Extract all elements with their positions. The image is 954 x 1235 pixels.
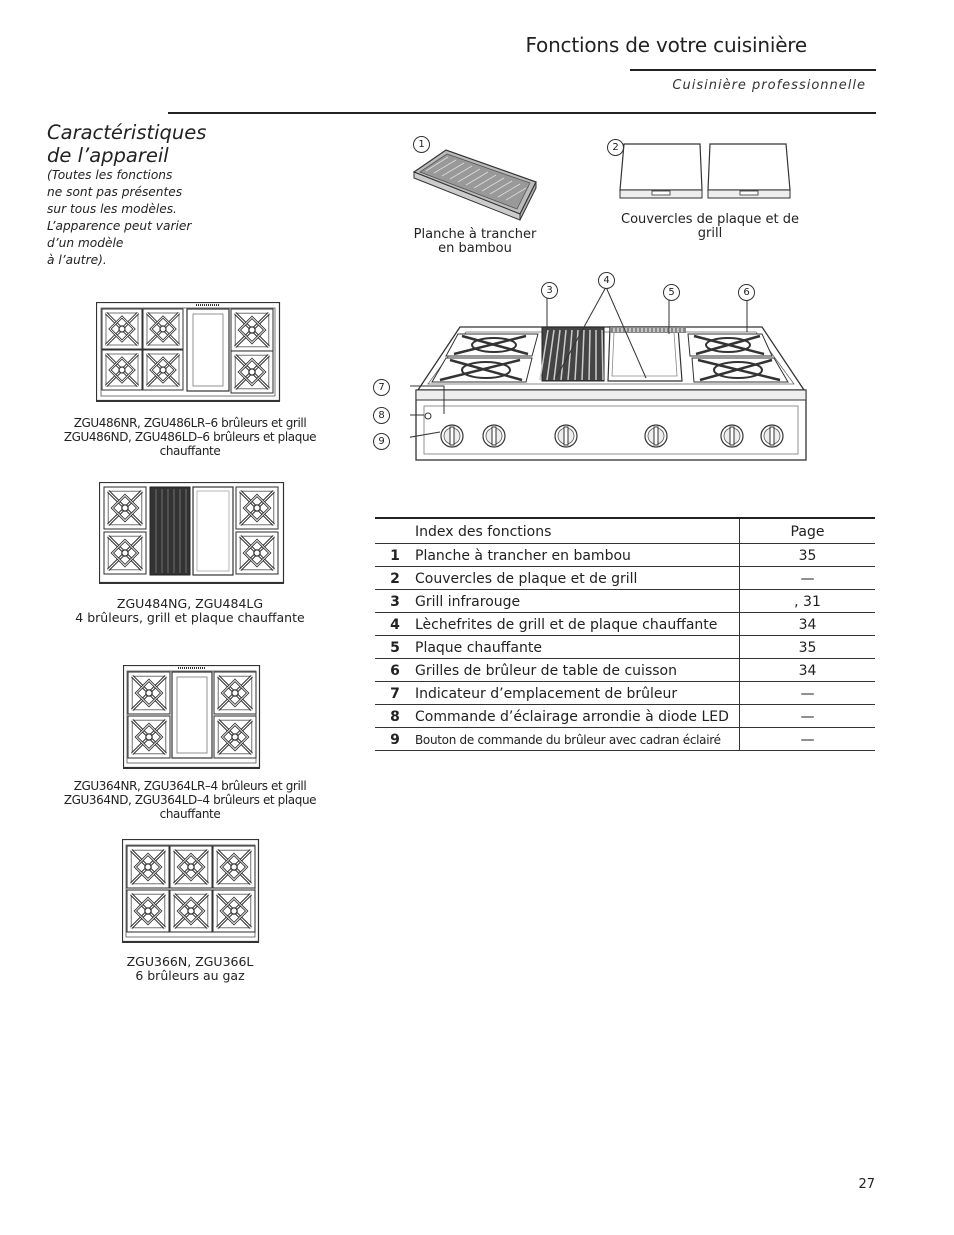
- row-num: 7: [375, 682, 415, 705]
- cooktop-6-burner-illustration: [122, 839, 260, 945]
- table-header-row: [375, 518, 875, 544]
- model-line: chauffante: [159, 807, 221, 821]
- callout-6: 6: [738, 284, 755, 301]
- callout-3: 3: [541, 282, 558, 299]
- row-page: —: [740, 567, 876, 590]
- row-num: 8: [375, 705, 415, 728]
- row-label: Grill infrarouge: [415, 590, 740, 613]
- row-label: Lèchefrites de grill et de plaque chauffante: [415, 613, 740, 636]
- accessory-line: grill: [697, 226, 723, 241]
- row-num: 3: [375, 590, 415, 613]
- model-line: 6 brûleurs au gaz: [135, 968, 245, 983]
- row-num: 4: [375, 613, 415, 636]
- model-caption: [40, 416, 340, 458]
- table-row: [375, 590, 875, 613]
- row-label: Indicateur d’emplacement de brûleur: [415, 682, 740, 705]
- table-row: [375, 544, 875, 567]
- row-label: Couvercles de plaque et de grill: [415, 567, 740, 590]
- header-num-cell: [375, 518, 415, 544]
- model-caption: [40, 779, 340, 821]
- table-row: [375, 567, 875, 590]
- page-subtitle: Cuisinière professionnelle: [672, 78, 866, 93]
- row-page: —: [740, 705, 876, 728]
- table-row: [375, 705, 875, 728]
- row-page: 35: [740, 544, 876, 567]
- row-label: Commande d’éclairage arrondie à diode LED: [415, 705, 740, 728]
- model-line: ZGU364NR, ZGU364LR–4 brûleurs et grill: [73, 779, 307, 793]
- accessory-line: Couvercles de plaque et de: [621, 212, 799, 227]
- row-label: Grilles de brûleur de table de cuisson: [415, 659, 740, 682]
- model-line: ZGU366N, ZGU366L: [126, 954, 254, 969]
- row-num: 6: [375, 659, 415, 682]
- cooktop-4-burner-grill-illustration: [123, 665, 261, 771]
- model-line: ZGU364ND, ZGU364LD–4 brûleurs et plaque: [63, 793, 317, 807]
- row-num: 9: [375, 728, 415, 751]
- table-row: [375, 659, 875, 682]
- row-page: 35: [740, 636, 876, 659]
- model-line: ZGU486NR, ZGU486LR–6 brûleurs et grill: [73, 416, 307, 430]
- features-note: (Toutes les fonctions ne sont pas présentes sur tous les modèles. L’apparence peut varier d’un modèle à l’autre).: [47, 168, 192, 267]
- page-section-title: Fonctions de votre cuisinière: [525, 33, 807, 57]
- callout-4: 4: [598, 272, 615, 289]
- model-caption: [40, 955, 340, 983]
- model-caption: [40, 597, 340, 625]
- main-divider: [168, 112, 876, 114]
- accessory-line: Planche à trancher: [413, 227, 537, 242]
- row-num: 5: [375, 636, 415, 659]
- callout-5: 5: [663, 284, 680, 301]
- row-label: Plaque chauffante: [415, 636, 740, 659]
- row-page: —: [740, 728, 876, 751]
- row-page: , 31: [740, 590, 876, 613]
- model-line: ZGU484NG, ZGU484LG: [116, 596, 264, 611]
- bamboo-board-illustration: [408, 142, 543, 226]
- cooktop-6-burner-grill-illustration: [96, 302, 281, 404]
- callout-7: 7: [373, 379, 390, 396]
- page-number: 27: [858, 1177, 875, 1192]
- callout-1: 1: [413, 136, 430, 153]
- model-line: chauffante: [159, 444, 221, 458]
- feature-index-table: [375, 517, 875, 751]
- cooktop-4-burner-grill-griddle-illustration: [99, 482, 285, 586]
- row-num: 1: [375, 544, 415, 567]
- table-row: [375, 636, 875, 659]
- table-row: [375, 613, 875, 636]
- header-divider: [630, 69, 876, 71]
- features-heading: Caractéristiques de l’appareil: [47, 121, 207, 167]
- table-row: [375, 682, 875, 705]
- header-label-cell: Index des fonctions: [415, 518, 740, 544]
- cooktop-perspective-illustration: [410, 270, 814, 466]
- accessory-line: en bambou: [438, 241, 512, 256]
- row-num: 2: [375, 567, 415, 590]
- row-page: —: [740, 682, 876, 705]
- header-page-cell: Page: [740, 518, 876, 544]
- row-label: Planche à trancher en bambou: [415, 544, 740, 567]
- table-row: [375, 728, 875, 751]
- accessory-caption: [615, 213, 805, 241]
- row-label: Bouton de commande du brûleur avec cadran éclairé: [415, 728, 740, 751]
- model-line: ZGU486ND, ZGU486LD–6 brûleurs et plaque: [63, 430, 317, 444]
- callout-2: 2: [607, 139, 624, 156]
- row-page: 34: [740, 659, 876, 682]
- model-line: 4 brûleurs, grill et plaque chauffante: [75, 610, 305, 625]
- griddle-grill-covers-illustration: [618, 142, 794, 204]
- accessory-caption: [395, 228, 555, 256]
- callout-8: 8: [373, 407, 390, 424]
- callout-9: 9: [373, 433, 390, 450]
- row-page: 34: [740, 613, 876, 636]
